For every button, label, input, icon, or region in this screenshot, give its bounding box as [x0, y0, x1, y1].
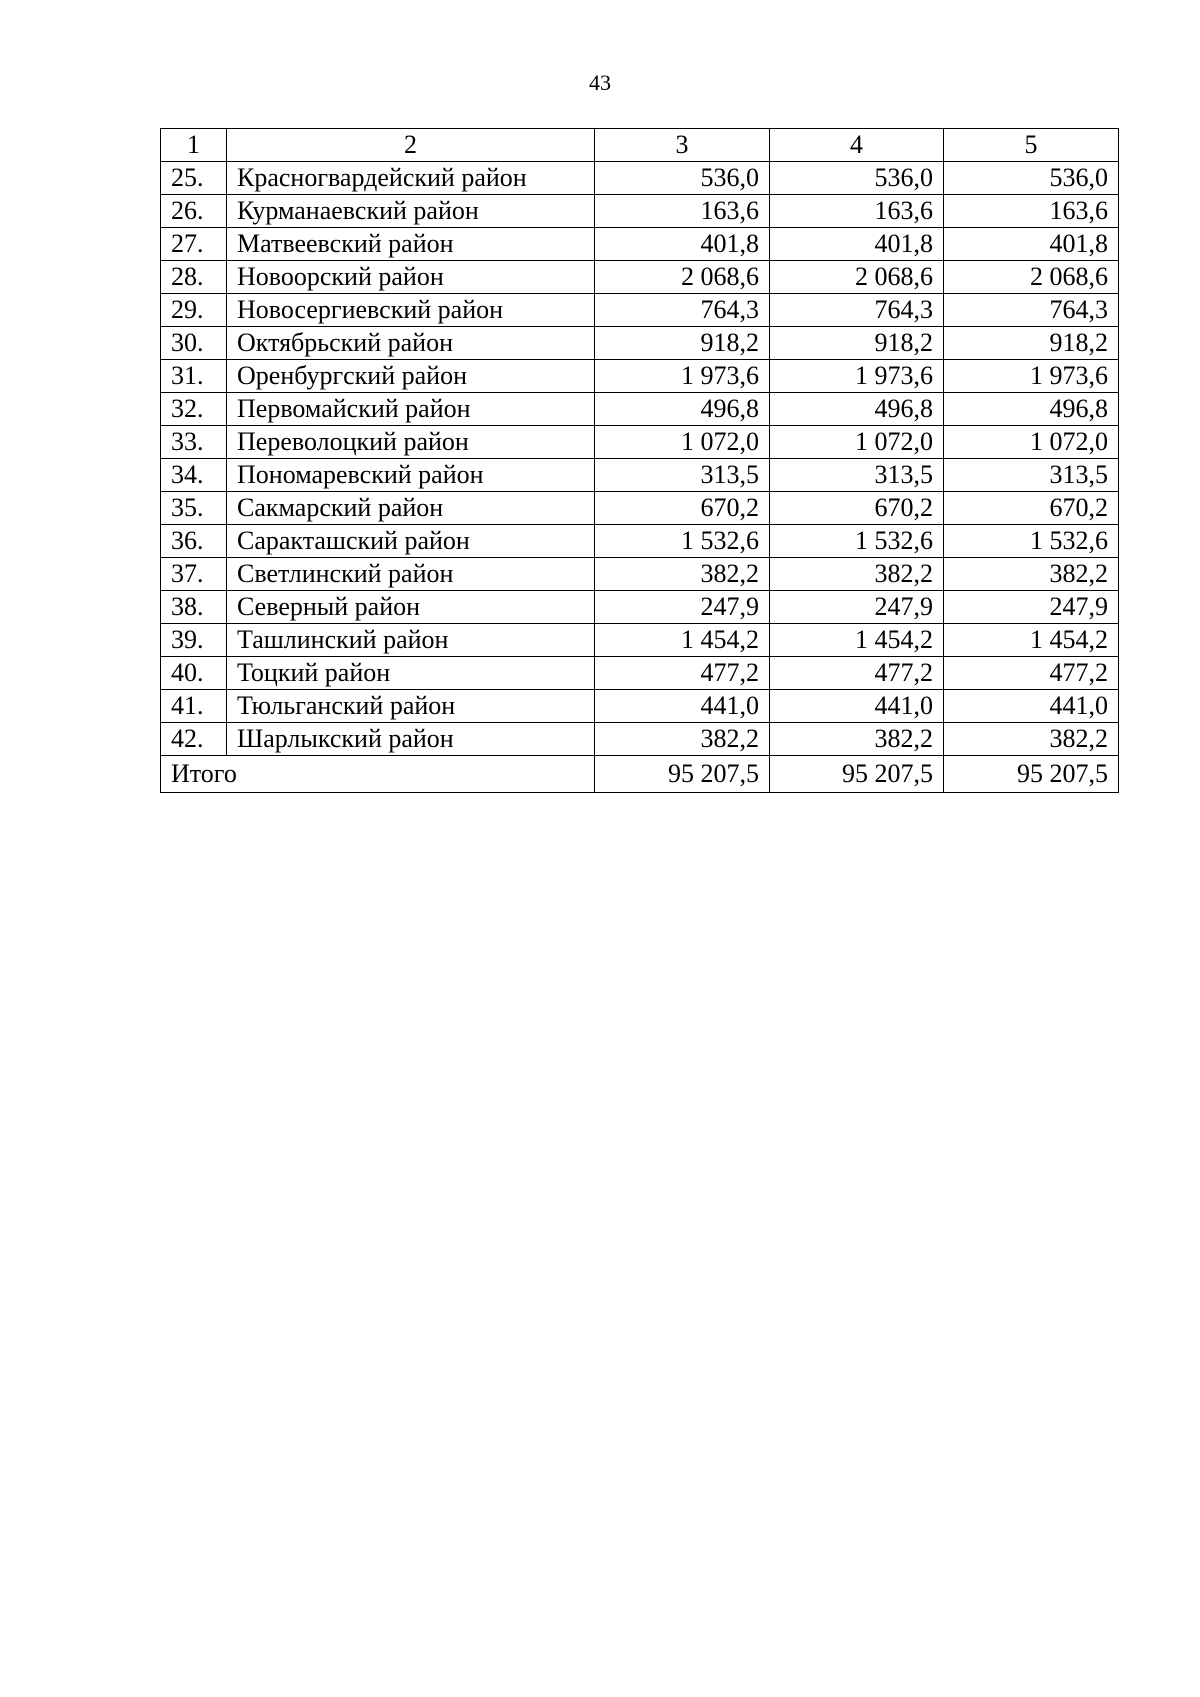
district-name: Шарлыкский район: [227, 723, 595, 756]
table-row: [161, 327, 1119, 360]
value-col-5: 313,5: [944, 459, 1119, 492]
value-col-4: 477,2: [770, 657, 944, 690]
row-number: 29.: [161, 294, 227, 327]
value-col-5: 536,0: [944, 162, 1119, 195]
value-col-3: 1 532,6: [595, 525, 770, 558]
value-col-5: 1 072,0: [944, 426, 1119, 459]
header-cell: 1: [161, 129, 227, 162]
district-name: Саракташский район: [227, 525, 595, 558]
value-col-4: 918,2: [770, 327, 944, 360]
value-col-3: 313,5: [595, 459, 770, 492]
page-number: 43: [589, 70, 611, 95]
header-cell: 3: [595, 129, 770, 162]
value-col-5: 1 532,6: [944, 525, 1119, 558]
value-col-3: 764,3: [595, 294, 770, 327]
value-col-3: 536,0: [595, 162, 770, 195]
value-col-4: 496,8: [770, 393, 944, 426]
district-name: Первомайский район: [227, 393, 595, 426]
district-name: Северный район: [227, 591, 595, 624]
table-row: [161, 261, 1119, 294]
value-col-5: 1 454,2: [944, 624, 1119, 657]
value-col-5: 918,2: [944, 327, 1119, 360]
row-number: 42.: [161, 723, 227, 756]
district-name: Ташлинский район: [227, 624, 595, 657]
value-col-3: 1 072,0: [595, 426, 770, 459]
value-col-5: 163,6: [944, 195, 1119, 228]
total-col-5: 95 207,5: [944, 756, 1119, 793]
table-row: [161, 228, 1119, 261]
table-row: [161, 393, 1119, 426]
row-number: 31.: [161, 360, 227, 393]
row-number: 28.: [161, 261, 227, 294]
table-row: [161, 723, 1119, 756]
value-col-3: 918,2: [595, 327, 770, 360]
row-number: 39.: [161, 624, 227, 657]
table-row: [161, 459, 1119, 492]
value-col-4: 1 072,0: [770, 426, 944, 459]
value-col-4: 2 068,6: [770, 261, 944, 294]
table-row: [161, 360, 1119, 393]
district-name: Пономаревский район: [227, 459, 595, 492]
value-col-4: 247,9: [770, 591, 944, 624]
district-name: Оренбургский район: [227, 360, 595, 393]
row-number: 41.: [161, 690, 227, 723]
value-col-5: 477,2: [944, 657, 1119, 690]
row-number: 38.: [161, 591, 227, 624]
table-row: [161, 492, 1119, 525]
value-col-3: 163,6: [595, 195, 770, 228]
table-row: [161, 162, 1119, 195]
header-cell: 4: [770, 129, 944, 162]
value-col-3: 401,8: [595, 228, 770, 261]
value-col-4: 163,6: [770, 195, 944, 228]
table-row: [161, 426, 1119, 459]
row-number: 34.: [161, 459, 227, 492]
total-col-4: 95 207,5: [770, 756, 944, 793]
district-name: Матвеевский район: [227, 228, 595, 261]
value-col-4: 536,0: [770, 162, 944, 195]
table-header-row: [161, 129, 1119, 162]
value-col-3: 1 973,6: [595, 360, 770, 393]
row-number: 40.: [161, 657, 227, 690]
district-name: Переволоцкий район: [227, 426, 595, 459]
table-row: [161, 690, 1119, 723]
row-number: 36.: [161, 525, 227, 558]
value-col-4: 401,8: [770, 228, 944, 261]
value-col-5: 764,3: [944, 294, 1119, 327]
value-col-5: 382,2: [944, 558, 1119, 591]
table-row: [161, 294, 1119, 327]
value-col-5: 401,8: [944, 228, 1119, 261]
value-col-4: 382,2: [770, 723, 944, 756]
row-number: 35.: [161, 492, 227, 525]
table-row: [161, 591, 1119, 624]
value-col-4: 1 454,2: [770, 624, 944, 657]
value-col-5: 247,9: [944, 591, 1119, 624]
table-row: [161, 624, 1119, 657]
value-col-3: 477,2: [595, 657, 770, 690]
row-number: 30.: [161, 327, 227, 360]
value-col-3: 1 454,2: [595, 624, 770, 657]
value-col-4: 441,0: [770, 690, 944, 723]
header-cell: 2: [227, 129, 595, 162]
district-name: Тюльганский район: [227, 690, 595, 723]
value-col-4: 764,3: [770, 294, 944, 327]
value-col-3: 670,2: [595, 492, 770, 525]
total-label: Итого: [161, 756, 595, 793]
value-col-3: 496,8: [595, 393, 770, 426]
district-name: Новосергиевский район: [227, 294, 595, 327]
value-col-3: 382,2: [595, 558, 770, 591]
data-table: [160, 128, 1119, 793]
row-number: 27.: [161, 228, 227, 261]
row-number: 25.: [161, 162, 227, 195]
value-col-3: 2 068,6: [595, 261, 770, 294]
district-name: Курманаевский район: [227, 195, 595, 228]
value-col-3: 382,2: [595, 723, 770, 756]
district-name: Красногвардейский район: [227, 162, 595, 195]
table-row: [161, 525, 1119, 558]
district-name: Новоорский район: [227, 261, 595, 294]
value-col-4: 382,2: [770, 558, 944, 591]
value-col-4: 670,2: [770, 492, 944, 525]
value-col-5: 1 973,6: [944, 360, 1119, 393]
value-col-4: 1 532,6: [770, 525, 944, 558]
row-number: 33.: [161, 426, 227, 459]
value-col-4: 313,5: [770, 459, 944, 492]
district-name: Октябрьский район: [227, 327, 595, 360]
total-col-3: 95 207,5: [595, 756, 770, 793]
value-col-5: 382,2: [944, 723, 1119, 756]
value-col-4: 1 973,6: [770, 360, 944, 393]
district-name: Тоцкий район: [227, 657, 595, 690]
row-number: 26.: [161, 195, 227, 228]
district-name: Светлинский район: [227, 558, 595, 591]
row-number: 37.: [161, 558, 227, 591]
district-name: Сакмарский район: [227, 492, 595, 525]
value-col-5: 441,0: [944, 690, 1119, 723]
header-cell: 5: [944, 129, 1119, 162]
value-col-5: 670,2: [944, 492, 1119, 525]
table-row: [161, 195, 1119, 228]
row-number: 32.: [161, 393, 227, 426]
total-row: [161, 756, 1119, 793]
table-row: [161, 558, 1119, 591]
value-col-5: 496,8: [944, 393, 1119, 426]
value-col-3: 247,9: [595, 591, 770, 624]
value-col-3: 441,0: [595, 690, 770, 723]
table-row: [161, 657, 1119, 690]
value-col-5: 2 068,6: [944, 261, 1119, 294]
